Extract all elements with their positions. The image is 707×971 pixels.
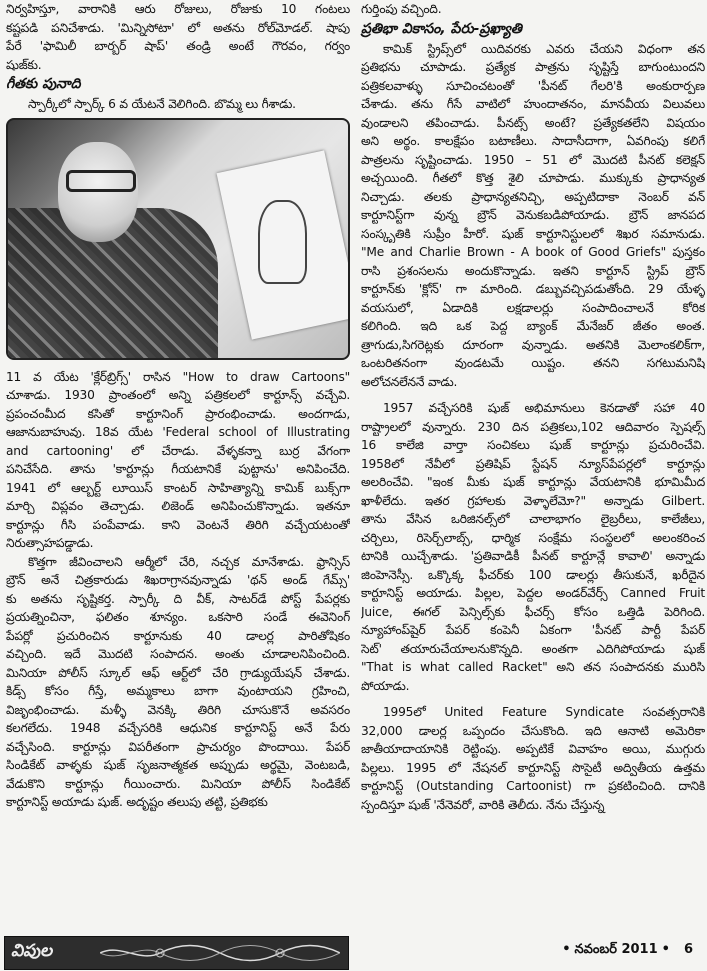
text-line: 1957 వచ్చేసరికి షుజ్ అభిమానులు కెనడాతో సహా 40 xyxy=(383,401,705,415)
text-line: అలోచనలేననే వాడు. xyxy=(361,374,458,389)
text-line: 11 వ యేట 'క్లేర్‌బ్రిగ్స్' రాసిన "How to draw Cartoons" xyxy=(6,369,350,384)
text-line: స్పందిస్తూ షుజ్ 'నేనెవరో, వారికి తెలీదు. నేను చేస్తున్న xyxy=(361,797,605,812)
text-line: ప్రయత్నించినా, ఫలితం శూన్యం. ఒకసారి సండే ఈవెనింగ్ xyxy=(6,610,350,624)
photo-face xyxy=(58,142,138,242)
text-line: 1995లో United Feature Syndicate సంవత్సరానికి xyxy=(383,705,705,719)
section-heading: ప్రతిభా వికాసం, పేరు-ప్రఖ్యాతి xyxy=(361,20,522,37)
text-line: రాష్ట్రాలలో వున్నారు. 230 దిన పత్రికలు,102 ఆదివారం స్పెషల్స్ xyxy=(361,419,705,434)
text-line: పోయాడు. xyxy=(361,678,410,693)
text-line: 1958లో నేవీలో ప్రతిషిప్ స్టేషన్ న్యూస్‌పేపర్లలో కార్టూన్లు xyxy=(361,456,705,471)
text-line: 32,000 డాలర్ల ఒప్పందం చేసుకొంది. ఇది ఆనాటి అమెరికా xyxy=(361,723,705,738)
text-line: కార్టూనిస్ట్‌గా వున్న బ్రౌన్ వెనుకబడిపోయాడు. బ్రౌన్ జానపద xyxy=(361,208,705,222)
bullet: • xyxy=(661,942,670,957)
text-line: షుజ్‌కు. xyxy=(6,57,42,72)
text-line: జింహెనెస్సీ. ఒక్కొక్క ఫీచర్‌కు 100 డాలర్లు తీసుకునే, ఖరీదైన xyxy=(361,567,705,582)
text-line: తాను వేసిన ఒరిజినల్స్‌లో చాలాభాగం లైబ్రరీలు, కాలేజీలు, xyxy=(361,512,705,526)
text-line: మార్చి విప్లవం తెచ్చాడు. లిజెండ్ అనిపించుకొన్నాడు. ఇతనూ xyxy=(6,499,350,513)
paragraph xyxy=(6,0,350,74)
text-line: అని అర్థం. కాలక్షేపం బటాణీలు. సాదాసీదాగా, ఏవగింపు కలిగే xyxy=(361,134,705,148)
text-line: 16 కాలేజి వార్తా సంచికలు షుజ్ కార్టూన్లు ప్రచురించేవి. xyxy=(361,438,705,452)
paragraph xyxy=(361,40,705,392)
text-line: సంస్కృతికి సుప్రీం హీరో. షుజ్ కార్టూనిస్టులలో శిఖర సమానుడు. xyxy=(361,226,705,241)
text-line: చర్చిలు, రిసెర్చ్‌లాబ్స్, ధార్మిక సంక్షేమ సంస్థలలో అలంకరించ xyxy=(361,530,705,545)
text-line: సెట్' తయారుచేయాలనుకొన్నది. అంతగా ఎదిగిపోయాడు షుజ్ xyxy=(361,641,705,656)
text-line: "Me and Charlie Brown - A book of Good Griefs" పుస్తకం xyxy=(361,245,705,259)
issue-date: నవంబర్ 2011 xyxy=(574,942,658,957)
text-line: రాసి ప్రశంసలను అందుకొన్నాడు. ఇతని కార్టూన్ స్ట్రిప్ బ్రౌన్ xyxy=(361,263,705,278)
text-line: కు అతను సృష్టికర్త. స్పార్కీ ది వీక్, సాటర్‌డే పోస్ట్ పేపర్లకు xyxy=(6,591,350,606)
text-line: ఒంటరితనంగా వుండటమే యిష్టం. తనని సగటుమనిషి xyxy=(361,356,705,370)
paragraph xyxy=(361,399,705,695)
text-line: వచ్చింది. ఇదే మొదటి సంపాదన. అంతు చూడాలనిపించింది. xyxy=(6,647,350,661)
text-line: "That is what called Racket" అని తన సంపాదనకు మురిసి xyxy=(361,660,705,674)
text-line: కార్టూన్లు గీసి పంపేవాడు. కాని వెంటనే తిరిగి వచ్చేయటంతో xyxy=(6,517,350,532)
text-line: ఆజానుబాహువు. 18వ యేట 'Federal school of Illustrating xyxy=(6,425,350,439)
paragraph xyxy=(6,95,350,114)
text-line: ఖాళీలేదు. ఇతర గ్రహాలకు వెళ్ళాలేమో?" అన్నాడు Gilbert. xyxy=(361,493,705,508)
text-line: స్పార్కీలో స్పార్క్ 6 వ యేటనే వెలిగింది. బొమ్మ లు గీశాడు. xyxy=(28,97,296,111)
text-line: కలిగింది. ఇది ఒక పెద్ద బ్యాంక్ మేనేజర్ జీతం అంత. xyxy=(361,319,705,333)
text-line: న్యూహాంప్‌షైర్ పేపర్ కంపెనీ ఏకంగా 'పీనట్ పార్టీ పేపర్ xyxy=(361,623,705,637)
text-line: నిర్వహిస్తూ, వారానికి ఆరు రోజులు, రోజుకు 10 గంటలు xyxy=(6,2,350,16)
paragraph xyxy=(361,0,705,19)
text-line: గుర్తింపు వచ్చింది. xyxy=(361,2,442,16)
text-line: పేరే 'ఫామిలీ బార్బర్ షాప్' తండ్రి అంటే గౌరవం, గర్వం xyxy=(6,39,350,53)
text-line: సిండికేట్ వాళ్ళకు షుజ్ సృజనాత్మకత అప్పుడు అర్థమై, వెంటబడి, xyxy=(6,758,350,772)
text-line: విజృంభించాడు. మళ్ళీ వెనక్కి తిరిగి చూసుకొనే అవసరం xyxy=(6,702,350,717)
text-line: వేడుకొని కార్టూన్లు గీయించారు. మినియా పోలీస్ సిండికేట్ xyxy=(6,776,350,791)
text-line: and cartooning' లో చేరాడు. వేళ్ళకన్నా బుర్ర వేగంగా xyxy=(6,443,350,458)
cartoonist-photo xyxy=(6,118,350,360)
text-line: Juice, ఈగల్ పెన్సిల్స్‌కు ఫీచర్స్ కోసం ఒత్తిడి పెరిగింది. xyxy=(361,604,705,619)
text-line: త్రాగుడు,సిగరెట్లకు దూరంగా వున్నాడు. అతనికి మెలాంకలిక్‌గా, xyxy=(361,337,705,352)
text-line: కామిక్ స్ట్రిప్స్‌లో యిదివరకు ఎవరు చేయని విధంగా తన xyxy=(383,41,705,56)
text-line: అలరించేవి. "ఇంక మీకు షుజ్ కార్టూన్లు వేయటానికి భూమిమీద xyxy=(361,475,705,489)
paragraph xyxy=(361,703,705,814)
text-line: పనిచేసేది. తాను 'కార్టూన్లు గీయటానికే పుట్టాను' అనిపించేది. xyxy=(6,462,350,476)
text-line: కలగలేదు. 1948 వచ్చేసరికి ఆధునిక కార్టూనిస్ట్ అనే పేరు xyxy=(6,721,350,735)
page-number: 6 xyxy=(683,942,693,957)
paragraph xyxy=(6,553,350,812)
text-line: వయసులో, ఏడాదికి లక్షడాలర్లు సంపాదించాలనే కోరిక xyxy=(361,300,705,315)
text-line: జాతీయాదాయానికి రెట్టింపు. అప్పటికే వివాహం అయి, ముగ్గురు xyxy=(361,742,705,756)
text-line: అచ్చయింది. గీతలో కొత్త శైలి చూపాడు. ముక్కుకు ప్రాధాన్యత xyxy=(361,171,705,185)
text-line: వుండాలని తపించాడు. పీనట్స్ అంటే? ప్రత్యేకతలేని విషయం xyxy=(361,115,705,130)
text-line: కార్టూనిస్ట్ అయాడు. పిల్లల, పెద్దల అండర్‌వేర్స్ Canned Fruit xyxy=(361,586,705,600)
bullet: • xyxy=(562,942,571,957)
magazine-band xyxy=(4,936,349,970)
left-column xyxy=(6,0,350,812)
ornament-icon xyxy=(100,943,340,963)
text-line: వచ్చేసింది. కార్టూన్లు విపరీతంగా ప్రాచుర్యం పొందాయి. పేపర్ xyxy=(6,739,350,754)
text-line: కిడ్స్ కోసం గీస్తే, అమ్మకాలు బాగా వుంటాయని గ్రహించి, xyxy=(6,684,350,698)
text-line: బ్రౌన్ అనే చిత్రకారుడు శిఖరాగ్రానవున్నాడు 'థన్ అండ్ గేమ్స్' xyxy=(6,573,350,587)
text-line: 1941 లో ఆల్బర్ట్ లూయిస్ కాంటర్ సాహిత్యాన్ని కామిక్ బుక్స్‌గా xyxy=(6,480,350,495)
section-heading: గీతకు పునాది xyxy=(6,76,81,92)
text-line: కార్టూనిస్ట్ (Outstanding Cartoonist) గా ప్రకటించింది. దానికి xyxy=(361,779,705,793)
page-info xyxy=(558,942,693,960)
text-line: టానికి యిచ్చేశాడు. 'ప్రతివాడికీ పీనట్ కార్టూన్లే కావాలి' అన్నాడు xyxy=(361,549,705,563)
text-line: ప్రపంచంమీద కసితో కార్టూనింగ్ ప్రారంభించాడు. అందగాడు, xyxy=(6,406,350,421)
text-line: కొత్తగా జీవించాలని ఆర్మీలో చేరి, నచ్చక మానేశాడు. ఫ్రాన్సిస్ xyxy=(28,554,350,569)
paragraph xyxy=(6,368,350,553)
text-line: కార్టూనిస్ట్ అయాడు షుజ్. అదృష్టం తలుపు తట్టి, ప్రతిభకు xyxy=(6,795,268,809)
text-line: నిచ్చాడు. తలకు ప్రాధాన్యతనిచ్చి, అప్పటిదాకా నెంబర్ వన్ xyxy=(361,189,705,204)
magazine-logo: విపుల xyxy=(11,941,53,961)
right-column xyxy=(361,0,705,814)
text-line: ప్రతిభను చూపాడు. ప్రత్యేక పాత్రను సృష్టిస్తే బాగుంటుందని xyxy=(361,60,705,74)
text-line: కష్టపడి పనిచేశాడు. 'మిన్నిసోటా' లో అతను రోల్‌మోడల్. షాపు xyxy=(6,20,350,35)
text-line: మినియా పోలీస్ స్కూల్ ఆఫ్ ఆర్ట్‌లో చేరి గ్రాడ్యుయేషన్ చేశాడు. xyxy=(6,665,350,680)
text-line: పేపర్లో ప్రచురించిన కార్టూనుకు 40 డాలర్ల పారితోషికం xyxy=(6,628,350,643)
text-line: చూశాడు. 1930 ప్రాంతంలో అన్ని పత్రికలలో కార్టూన్స్ వచ్చేవి. xyxy=(6,388,350,402)
text-line: పాత్రలను సృష్టించాడు. 1950 – 51 లో మొదటి పీనట్ కలెక్షన్ xyxy=(361,152,705,167)
photo-snoopy-sketch xyxy=(258,200,307,284)
text-line: పిల్లలు. 1995 లో నేషనల్ కార్టూనిస్ట్ సొసైటీ అద్వితీయ ఉత్తమ xyxy=(361,760,705,775)
photo-glasses xyxy=(66,170,136,192)
page-footer xyxy=(0,932,707,971)
text-line: కార్టూన్‌కు 'క్లోన్' గా మారింది. డబ్బువచ్చిపడుతోంది. 29 యేళ్ళ xyxy=(361,282,705,296)
text-line: నిరుత్సాహపడ్డాడు. xyxy=(6,536,94,550)
text-line: పత్రికలవాళ్ళు సూచించటంతో 'పీనట్ గేలరి'కి అంకురార్పణ xyxy=(361,78,705,93)
text-line: చేశాడు. తను గీసే వాటిలో హుందాతనం, మానవీయ విలువలు xyxy=(361,97,705,111)
